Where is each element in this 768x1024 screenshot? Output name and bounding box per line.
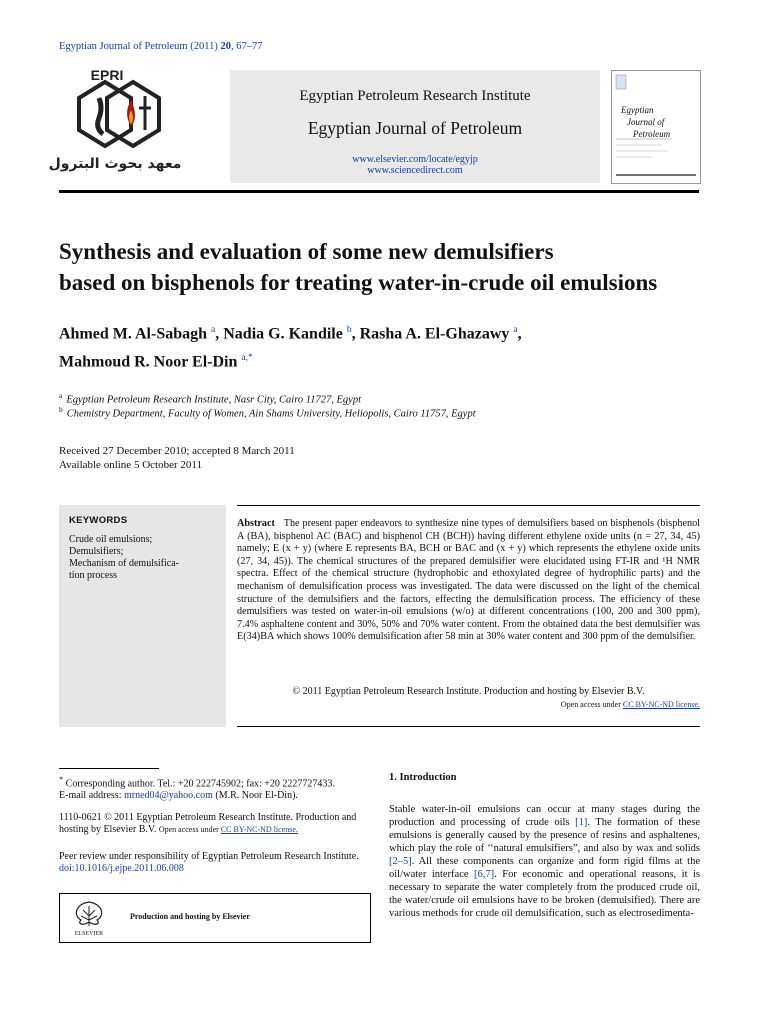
email-owner: (M.R. Noor El-Din). bbox=[212, 790, 298, 802]
intro-text: . All these components can organize and form rigid films at the oil/water interface bbox=[389, 856, 700, 880]
citation-pages: , 67–77 bbox=[230, 41, 263, 52]
issn-footnote bbox=[59, 812, 369, 836]
peer-review-footnote bbox=[59, 851, 369, 875]
header-rule bbox=[59, 190, 699, 193]
online-date: Available online 5 October 2011 bbox=[59, 459, 202, 471]
affiliation-mark: a bbox=[59, 391, 63, 400]
received-dates: Received 27 December 2010; accepted 8 March 2011 bbox=[59, 445, 295, 457]
citation-volume: 20 bbox=[220, 41, 231, 52]
keyword-item: tion process bbox=[69, 570, 118, 581]
epri-logo-icon bbox=[48, 67, 182, 186]
issn-text: 1110-0621 © 2011 Egyptian Petroleum Research Institute. Production and hosting by Elsevier B.V. bbox=[59, 812, 357, 835]
footnote-mark: * bbox=[59, 775, 64, 784]
open-access-note bbox=[237, 700, 700, 709]
article-title bbox=[59, 236, 709, 298]
affiliation-a bbox=[59, 391, 709, 406]
author-list: Ahmed M. Al-Sabagh $^a$, Nadia G. Kandile $^b$, Rasha A. El-Ghazawy $^a$, Mahmoud R. Noor El-Din $^{a,*}$ bbox=[59, 325, 522, 371]
doi-link[interactable]: doi:10.1016/j.ejpe.2011.06.008 bbox=[59, 863, 184, 874]
elsevier-tree-icon bbox=[69, 898, 109, 936]
corresponding-author-link[interactable]: a,* bbox=[241, 353, 253, 364]
corresponding-contact: Corresponding author. Tel.: +20 222745902; fax: +20 2227727433. bbox=[65, 778, 335, 790]
logo-epri-text: EPRI bbox=[90, 67, 124, 83]
keywords-heading: KEYWORDS bbox=[69, 515, 128, 526]
production-hosting-text: Production and hosting by Elsevier bbox=[130, 912, 250, 921]
sciencedirect-link[interactable]: www.sciencedirect.com bbox=[367, 165, 463, 176]
abstract-text: The present paper endeavors to synthesize nine types of demulsifiers based on bisphenols (bisphenol A (BA), bisphenol AC (BAC) and bisphenol CH (BCH)) having different ethylene oxide units (n = 27, 34, 45) namely; E (x + y) (where E represents BA, BCH or BAC and (x + y) which represents the ethylene oxide units (27, 34, 45)). The chemical structures of the prepared demulsifier were elucidated using FT-IR and ¹H NMR spectra. Effect of the chemical structure (hydrophobic and ethoxylated degree of hydrophilic parts) and the mechanism of demulsification process was investigated. The data were discussed on the light of the chemical structure of the demulsifiers and the factors, effecting the demulsification process. The efficiency of these demulsifiers was tested on water-in-oil emulsions (w/o) at different concentrations (100, 200 and 300 ppm), 7.4% asphaltene content and 30%, 50% and 70% water content. From the obtained data the best demulsifier was E(34)BA which shows 100% demulsification after 58 min at 30% water content and 300 ppm of the demulsifier. bbox=[237, 518, 700, 643]
intro-text: . For economic and operational reasons, it is necessary to separate the water completely from the produced crude oil, the water/crude oil emulsions have to be broken (demulsified). There are various methods for crude oil demulsification, such as electrosedimenta- bbox=[389, 869, 700, 919]
corresponding-footnote bbox=[59, 774, 369, 802]
section-heading-introduction: 1. Introduction bbox=[389, 772, 457, 783]
journal-homepage-link[interactable]: www.elsevier.com/locate/egyjp bbox=[352, 154, 478, 165]
intro-text: . The formation of these emulsions is generally caused by the presence of resins and asphaltenes, which play the role of ‘‘natural emulsifiers”, and also by wax and solids bbox=[389, 817, 700, 854]
keyword-item: Crude oil emulsions; bbox=[69, 534, 153, 545]
title-line2: based on bisphenols for treating water-in-crude oil emulsions bbox=[59, 270, 658, 295]
institute-name: Egyptian Petroleum Research Institute bbox=[299, 88, 531, 104]
abstract-body bbox=[237, 518, 700, 644]
cover-title bbox=[621, 104, 697, 140]
author-name: Rasha A. El-Ghazawy bbox=[359, 325, 510, 343]
keyword-item: Mechanism of demulsifica- bbox=[69, 558, 179, 569]
footnote-rule bbox=[59, 768, 159, 769]
cover-title-line2: Journal of bbox=[627, 117, 665, 127]
affiliation-b bbox=[59, 405, 709, 420]
logo-arabic-text: معهد بحوث البترول bbox=[48, 156, 182, 172]
cover-title-line1: Egyptian bbox=[621, 105, 654, 115]
author-name: Mahmoud R. Noor El-Din bbox=[59, 353, 238, 371]
license-link[interactable]: CC BY-NC-ND license. bbox=[622, 700, 700, 709]
abstract-rule-top bbox=[237, 505, 700, 506]
intro-text: Stable water-in-oil emulsions can occur at many stages during the production and processing of crude oils bbox=[389, 804, 700, 828]
elsevier-wordmark: ELSEVIER bbox=[74, 931, 104, 937]
affiliation-text: Egyptian Petroleum Research Institute, Nasr City, Cairo 11727, Egypt bbox=[66, 394, 361, 406]
reference-link[interactable]: [1] bbox=[575, 817, 588, 828]
journal-name: Egyptian Journal of Petroleum bbox=[307, 118, 523, 138]
open-access-prefix: Open access under bbox=[158, 825, 221, 834]
reference-link[interactable]: [6,7] bbox=[474, 869, 495, 880]
email-label: E-mail address: bbox=[59, 790, 124, 802]
title-line1: Synthesis and evaluation of some new demulsifiers bbox=[59, 239, 554, 264]
peer-review-text: Peer review under responsibility of Egyptian Petroleum Research Institute. bbox=[59, 851, 359, 862]
keyword-item: Demulsifiers; bbox=[69, 546, 124, 557]
journal-citation bbox=[59, 41, 262, 52]
author-name: Nadia G. Kandile bbox=[223, 325, 343, 343]
abstract-copyright: © 2011 Egyptian Petroleum Research Institute. Production and hosting by Elsevier B.V. bbox=[292, 686, 645, 697]
affiliation-link[interactable]: b bbox=[346, 325, 352, 335]
reference-link[interactable]: [2–5] bbox=[389, 856, 412, 867]
citation-prefix: Egyptian Journal of Petroleum (2011) bbox=[59, 41, 221, 52]
affiliation-text: Chemistry Department, Faculty of Women, Ain Shams University, Heliopolis, Cairo 11757, Egypt bbox=[66, 408, 476, 420]
abstract-rule-bottom bbox=[237, 726, 700, 727]
introduction-paragraph bbox=[389, 803, 700, 920]
affiliation-link[interactable]: a bbox=[211, 325, 216, 335]
open-access-prefix: Open access under bbox=[560, 700, 623, 709]
author-name: Ahmed M. Al-Sabagh bbox=[59, 325, 208, 343]
abstract-label: Abstract bbox=[237, 518, 275, 529]
email-link[interactable]: mrned04@yahoo.com bbox=[123, 790, 213, 802]
affiliation-mark: b bbox=[59, 405, 63, 414]
license-link[interactable]: CC BY-NC-ND license. bbox=[220, 825, 298, 834]
affiliation-link[interactable]: a bbox=[513, 325, 518, 335]
cover-title-line3: Petroleum bbox=[633, 129, 671, 139]
